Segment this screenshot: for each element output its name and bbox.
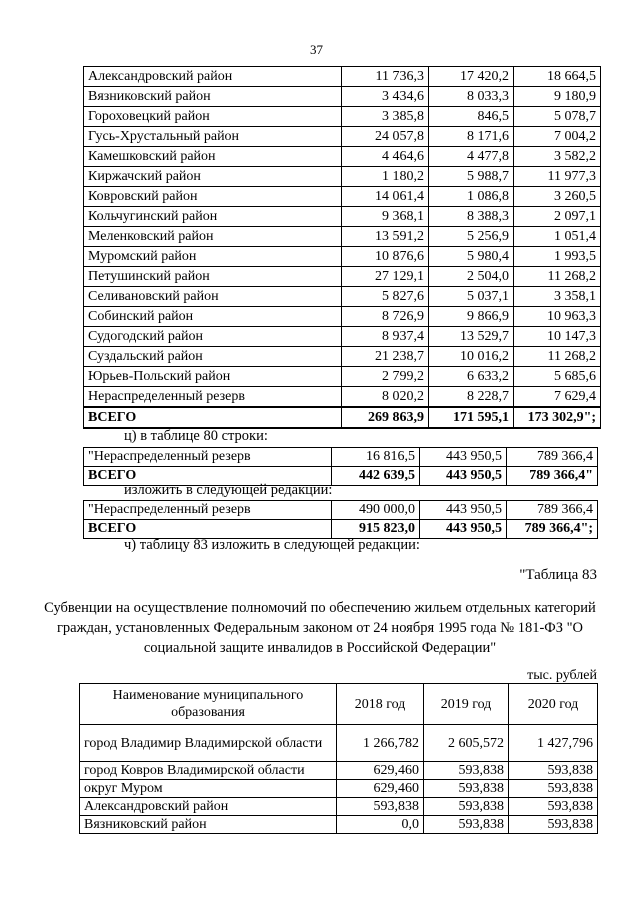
table-row <box>80 725 598 762</box>
value-cell: 5 980,4 <box>429 247 514 267</box>
value-cell: 2 097,1 <box>514 207 601 227</box>
total-value: 789 366,4" <box>507 467 598 486</box>
value-cell: 4 464,6 <box>342 147 429 167</box>
value-cell: 3 582,2 <box>514 147 601 167</box>
units-label: тыс. рублей <box>527 668 597 683</box>
row-name: Муромский район <box>84 247 342 267</box>
value-cell: 593,838 <box>424 816 509 834</box>
value-cell: 5 685,6 <box>514 367 601 387</box>
header-row <box>80 684 598 725</box>
value-cell: 5 988,7 <box>429 167 514 187</box>
value-cell: 3 434,6 <box>342 87 429 107</box>
table-row <box>84 207 601 227</box>
value-cell: 629,460 <box>337 762 424 780</box>
page-number: 37 <box>310 42 323 57</box>
row-name: "Нераспределенный резерв <box>84 448 332 467</box>
table-80-new <box>83 500 598 539</box>
value-cell: 443 950,5 <box>420 448 507 467</box>
total-value: 173 302,9"; <box>514 407 601 428</box>
value-cell: 14 061,4 <box>342 187 429 207</box>
value-cell: 24 057,8 <box>342 127 429 147</box>
total-label: ВСЕГО <box>84 467 332 486</box>
value-cell: 8 937,4 <box>342 327 429 347</box>
value-cell: 0,0 <box>337 816 424 834</box>
table-row <box>84 167 601 187</box>
column-header: 2018 год <box>337 684 424 725</box>
value-cell: 16 816,5 <box>332 448 420 467</box>
value-cell: 8 020,2 <box>342 387 429 408</box>
row-name: Юрьев-Польский район <box>84 367 342 387</box>
table-80-old <box>83 447 598 486</box>
row-name: Нераспределенный резерв <box>84 387 342 408</box>
value-cell: 629,460 <box>337 780 424 798</box>
row-name: Ковровский район <box>84 187 342 207</box>
value-cell: 4 477,8 <box>429 147 514 167</box>
table-row <box>80 762 598 780</box>
table-row <box>84 87 601 107</box>
value-cell: 5 827,6 <box>342 287 429 307</box>
table-row <box>84 107 601 127</box>
row-name: город Ковров Владимирской области <box>80 762 337 780</box>
table-row <box>84 267 601 287</box>
total-value: 443 950,5 <box>420 467 507 486</box>
district-table <box>83 66 601 429</box>
total-label: ВСЕГО <box>84 520 332 539</box>
table-row <box>84 327 601 347</box>
total-value: 269 863,9 <box>342 407 429 428</box>
row-name: Вязниковский район <box>80 816 337 834</box>
value-cell: 593,838 <box>509 816 598 834</box>
value-cell: 1 266,782 <box>337 725 424 762</box>
value-cell: 593,838 <box>509 762 598 780</box>
row-name: Петушинский район <box>84 267 342 287</box>
value-cell: 5 256,9 <box>429 227 514 247</box>
table-caption: Субвенции на осуществление полномочий по обеспечению жильем отдельных категорий граждан, установленных Федеральным законом от 24 ноября 1995 года № 181-ФЗ "О социальной защите инвалидов в Российской Федерации" <box>44 600 596 656</box>
value-cell: 10 147,3 <box>514 327 601 347</box>
column-header: 2019 год <box>424 684 509 725</box>
value-cell: 10 016,2 <box>429 347 514 367</box>
value-cell: 3 260,5 <box>514 187 601 207</box>
total-value: 789 366,4"; <box>507 520 598 539</box>
value-cell: 5 078,7 <box>514 107 601 127</box>
table-row <box>80 816 598 834</box>
value-cell: 3 385,8 <box>342 107 429 127</box>
value-cell: 8 171,6 <box>429 127 514 147</box>
table-row <box>84 127 601 147</box>
table-row <box>84 67 601 87</box>
table-row <box>84 247 601 267</box>
table-row <box>84 347 601 367</box>
value-cell: 789 366,4 <box>507 501 598 520</box>
value-cell: 6 633,2 <box>429 367 514 387</box>
value-cell: 9 866,9 <box>429 307 514 327</box>
total-value: 915 823,0 <box>332 520 420 539</box>
value-cell: 8 726,9 <box>342 307 429 327</box>
value-cell: 21 238,7 <box>342 347 429 367</box>
value-cell: 1 993,5 <box>514 247 601 267</box>
row-name: Суздальский район <box>84 347 342 367</box>
value-cell: 490 000,0 <box>332 501 420 520</box>
value-cell: 8 228,7 <box>429 387 514 408</box>
row-name: Вязниковский район <box>84 87 342 107</box>
value-cell: 3 358,1 <box>514 287 601 307</box>
value-cell: 593,838 <box>424 798 509 816</box>
value-cell: 11 268,2 <box>514 267 601 287</box>
row-name: Киржачский район <box>84 167 342 187</box>
value-cell: 8 388,3 <box>429 207 514 227</box>
value-cell: 593,838 <box>424 762 509 780</box>
row-name: Камешковский район <box>84 147 342 167</box>
value-cell: 846,5 <box>429 107 514 127</box>
value-cell: 443 950,5 <box>420 501 507 520</box>
value-cell: 1 180,2 <box>342 167 429 187</box>
row-name: округ Муром <box>80 780 337 798</box>
value-cell: 11 268,2 <box>514 347 601 367</box>
row-name: город Владимир Владимирской области <box>80 725 337 762</box>
value-cell: 10 963,3 <box>514 307 601 327</box>
total-row <box>84 407 601 428</box>
value-cell: 5 037,1 <box>429 287 514 307</box>
table-row <box>84 501 598 520</box>
value-cell: 17 420,2 <box>429 67 514 87</box>
value-cell: 10 876,6 <box>342 247 429 267</box>
table-83 <box>79 683 598 834</box>
table-label: "Таблица 83 <box>519 567 597 583</box>
table-row <box>84 367 601 387</box>
value-cell: 2 605,572 <box>424 725 509 762</box>
value-cell: 11 977,3 <box>514 167 601 187</box>
total-label: ВСЕГО <box>84 407 342 428</box>
row-name: Гороховецкий район <box>84 107 342 127</box>
row-name: Александровский район <box>80 798 337 816</box>
table-row <box>84 448 598 467</box>
row-name: Собинский район <box>84 307 342 327</box>
value-cell: 593,838 <box>509 798 598 816</box>
table-row <box>84 147 601 167</box>
total-value: 171 595,1 <box>429 407 514 428</box>
value-cell: 593,838 <box>509 780 598 798</box>
row-name: Гусь-Хрустальный район <box>84 127 342 147</box>
column-header: 2020 год <box>509 684 598 725</box>
row-name: Судогодский район <box>84 327 342 347</box>
value-cell: 7 004,2 <box>514 127 601 147</box>
row-name: Александровский район <box>84 67 342 87</box>
value-cell: 593,838 <box>424 780 509 798</box>
row-name: "Нераспределенный резерв <box>84 501 332 520</box>
column-header: Наименование муниципального образования <box>80 684 337 725</box>
value-cell: 11 736,3 <box>342 67 429 87</box>
total-row <box>84 520 598 539</box>
value-cell: 18 664,5 <box>514 67 601 87</box>
table-row <box>84 227 601 247</box>
instruction-c: ц) в таблице 80 строки: <box>124 428 268 444</box>
value-cell: 1 086,8 <box>429 187 514 207</box>
table-row <box>84 387 601 408</box>
row-name: Селивановский район <box>84 287 342 307</box>
value-cell: 7 629,4 <box>514 387 601 408</box>
table-row <box>80 780 598 798</box>
value-cell: 2 504,0 <box>429 267 514 287</box>
value-cell: 593,838 <box>337 798 424 816</box>
value-cell: 9 180,9 <box>514 87 601 107</box>
value-cell: 789 366,4 <box>507 448 598 467</box>
row-name: Меленковский район <box>84 227 342 247</box>
value-cell: 13 591,2 <box>342 227 429 247</box>
value-cell: 8 033,3 <box>429 87 514 107</box>
value-cell: 2 799,2 <box>342 367 429 387</box>
value-cell: 1 051,4 <box>514 227 601 247</box>
table-row <box>80 798 598 816</box>
table-row <box>84 307 601 327</box>
value-cell: 27 129,1 <box>342 267 429 287</box>
total-value: 443 950,5 <box>420 520 507 539</box>
row-name: Кольчугинский район <box>84 207 342 227</box>
value-cell: 13 529,7 <box>429 327 514 347</box>
instruction-ch: ч) таблицу 83 изложить в следующей редакции: <box>124 537 420 553</box>
value-cell: 1 427,796 <box>509 725 598 762</box>
table-row <box>84 287 601 307</box>
total-value: 442 639,5 <box>332 467 420 486</box>
table-row <box>84 187 601 207</box>
instruction-edit: изложить в следующей редакции: <box>124 482 333 498</box>
value-cell: 9 368,1 <box>342 207 429 227</box>
